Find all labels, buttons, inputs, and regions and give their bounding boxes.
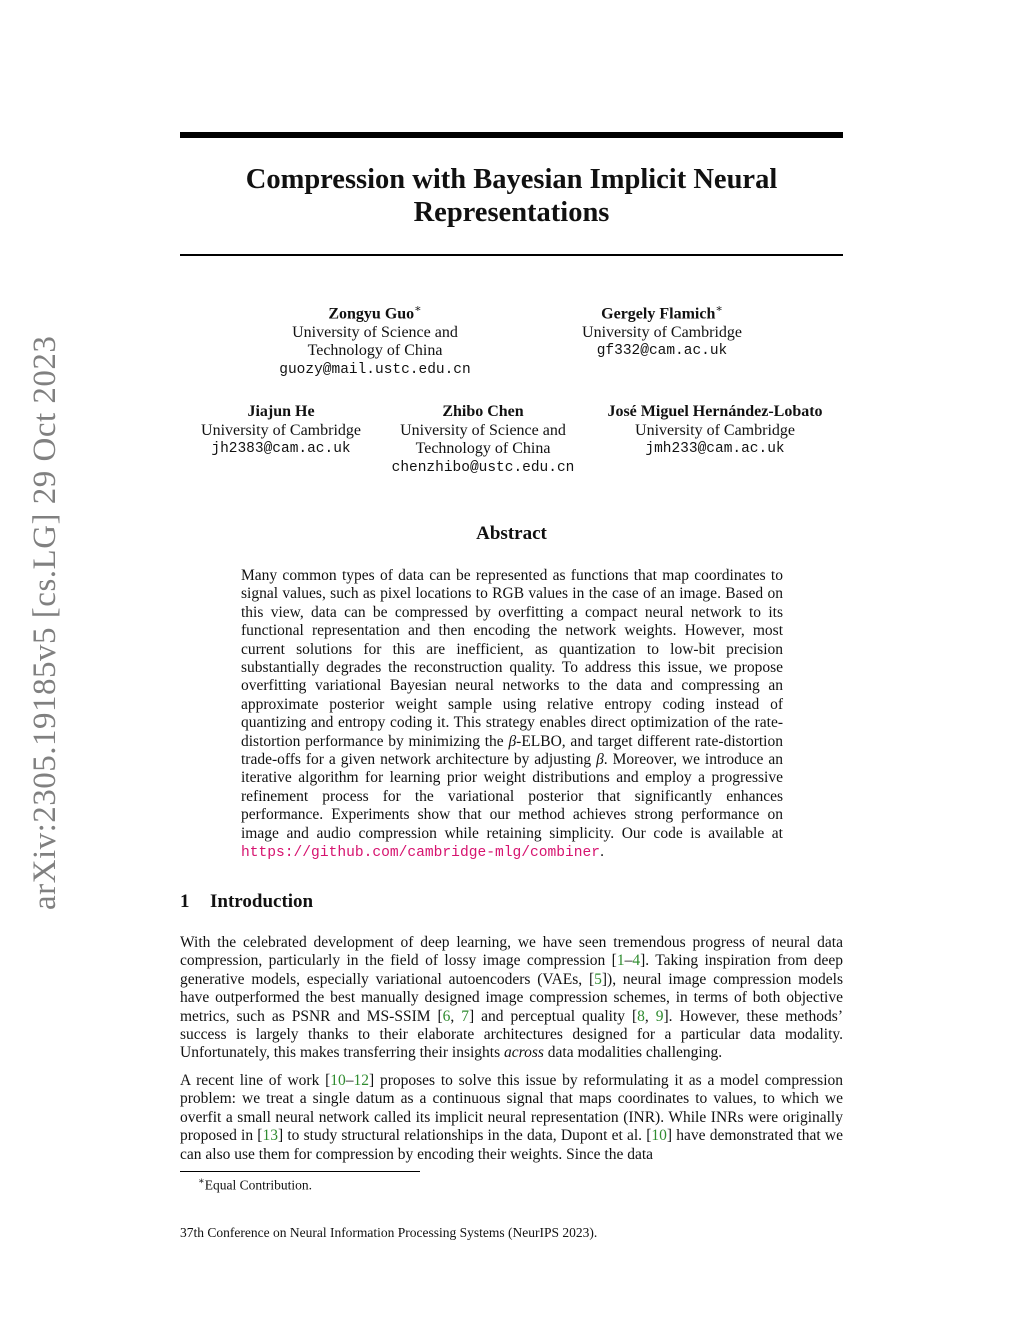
citation-link[interactable]: 10 [651, 1127, 667, 1145]
author-affiliation: University of Cambridge [635, 421, 795, 439]
author-name: Zongyu Guo [328, 305, 415, 323]
title-rule-bottom [180, 254, 843, 256]
citation-link[interactable]: 5 [594, 970, 602, 988]
section-heading [180, 891, 313, 913]
title-rule-top [180, 132, 843, 138]
footnote-mark: ∗ [198, 1176, 205, 1187]
section-title: Introduction [210, 891, 314, 912]
author-affiliation: University of Cambridge [582, 323, 742, 341]
author-affiliation: Technology of China [307, 342, 443, 360]
citation-link[interactable]: 7 [461, 1007, 469, 1025]
author-name: Gergely Flamich [601, 305, 716, 323]
title-line-2: Representations [413, 197, 610, 228]
code-link[interactable]: https://github.com/cambridge-mlg/combiner [241, 845, 601, 862]
text: , [644, 1007, 656, 1025]
abstract-body [241, 567, 783, 863]
text: ] have demonstrated that we can also use them for compression by encoding their weights. Since the data [180, 1127, 843, 1163]
abstract-end: . [600, 843, 604, 861]
footnote-text: Equal Contribution. [204, 1177, 313, 1193]
author-affiliation: University of Cambridge [201, 421, 361, 439]
footnote-rule [180, 1171, 420, 1172]
text: ] to study structural relationships in the data, Dupont et al. [ [277, 1127, 652, 1145]
citation-link[interactable]: 1 [616, 952, 625, 970]
author-name: Zhibo Chen [442, 403, 524, 420]
text: data modalities challenging. [543, 1044, 723, 1062]
author-email[interactable]: jmh233@cam.ac.uk [645, 441, 785, 457]
paper-title [180, 163, 843, 229]
citation-link[interactable]: 10 [330, 1072, 346, 1089]
citation-link[interactable]: 12 [353, 1072, 370, 1089]
author-block [250, 300, 500, 379]
author-block [590, 403, 840, 459]
author-affiliation: University of Science and [292, 323, 458, 341]
abstract-heading: Abstract [476, 523, 547, 544]
arxiv-stamp: arXiv:2305.19185v5 [cs.LG] 29 Oct 2023 [27, 335, 63, 910]
text: ]. Taking inspiration from deep generative models, especially variational autoencoders (VAEs, [ [180, 952, 843, 988]
author-email[interactable]: jh2383@cam.ac.uk [211, 441, 351, 457]
author-email[interactable]: gf332@cam.ac.uk [596, 343, 728, 360]
footnote [198, 1176, 312, 1194]
text: With the celebrated development of deep learning, we have seen tremendous progress of neural data compression, particularly in the field of lossy image compression [ [180, 934, 843, 970]
citation-link[interactable]: 8 [637, 1007, 645, 1025]
text: A recent line of work [ [180, 1072, 331, 1089]
venue-footer: 37th Conference on Neural Information Processing Systems (NeurIPS 2023). [180, 1225, 598, 1240]
text: ]), neural image compression models have outperformed the best manually designed image compression schemes, in terms of both objective metrics, such as PSNR and MS-SSIM [ [180, 970, 844, 1025]
equal-contribution-mark: ∗ [414, 303, 422, 315]
author-email[interactable]: guozy@mail.ustc.edu.cn [279, 361, 471, 378]
text: – [624, 952, 633, 970]
text: ]. However, these methods’ success is largely thanks to their elaborate architectures designed for a particular data modality. Unfortunately, this makes transferring their insights [180, 1007, 844, 1062]
beta-symbol: β [508, 732, 517, 750]
abstract-text: -ELBO, and target different rate-distortion trade-offs for a given network architecture by adjusting [241, 732, 783, 769]
author-block [180, 403, 382, 459]
citation-link[interactable]: 13 [262, 1127, 278, 1145]
title-line-1: Compression with Bayesian Implicit Neural [245, 164, 778, 195]
author-affiliation: Technology of China [415, 440, 551, 457]
paragraph [180, 1072, 843, 1164]
author-name: José Miguel Hernández-Lobato [607, 403, 823, 420]
citation-link[interactable]: 9 [655, 1007, 664, 1025]
text: ] proposes to solve this issue by reformulating it as a model compression problem: we treat a single datum as a continuous signal that maps coordinates to values, to which we overfit a small neural network called its implicit neural representation (INR). While INRs were originally proposed in [ [180, 1072, 843, 1145]
author-email[interactable]: chenzhibo@ustc.edu.cn [391, 459, 575, 476]
citation-link[interactable]: 4 [632, 952, 641, 970]
author-block [537, 300, 787, 361]
text: , [450, 1007, 462, 1025]
citation-link[interactable]: 6 [442, 1007, 451, 1025]
author-block [378, 403, 588, 477]
abstract-text: Many common types of data can be represented as functions that map coordinates to signal values, such as pixel locations to RGB values in the case of an image. Based on this view, data can be compressed by overfitting a compact neural network to its functional representation and then encoding the network weights. However, most current solutions for this are inefficient, as quantization to low-bit precision substantially degrades the reconstruction quality. To address this issue, we propose overfitting variational Bayesian neural networks to the data and compressing an approximate posterior weight sample using relative entropy coding instead of quantizing and entropy coding it. This strategy enables direct optimization of the rate-distortion performance by minimizing the [241, 567, 783, 750]
paragraph [180, 934, 843, 1063]
text: ] and perceptual quality [ [469, 1007, 638, 1025]
author-affiliation: University of Science and [400, 421, 566, 439]
abstract-text: . Moreover, we introduce an iterative algorithm for learning prior weight distributions and employ a progressive refinement process for the variational posterior that significantly enhances performance. Experiments show that our method achieves strong performance on image and audio compression while retaining simplicity. Our code is available at [241, 751, 783, 842]
equal-contribution-mark: ∗ [715, 303, 723, 315]
section-number: 1 [180, 891, 190, 912]
text: – [345, 1072, 354, 1089]
author-name: Jiajun He [247, 403, 315, 420]
beta-symbol: β [596, 751, 604, 769]
emphasis: across [504, 1044, 544, 1062]
